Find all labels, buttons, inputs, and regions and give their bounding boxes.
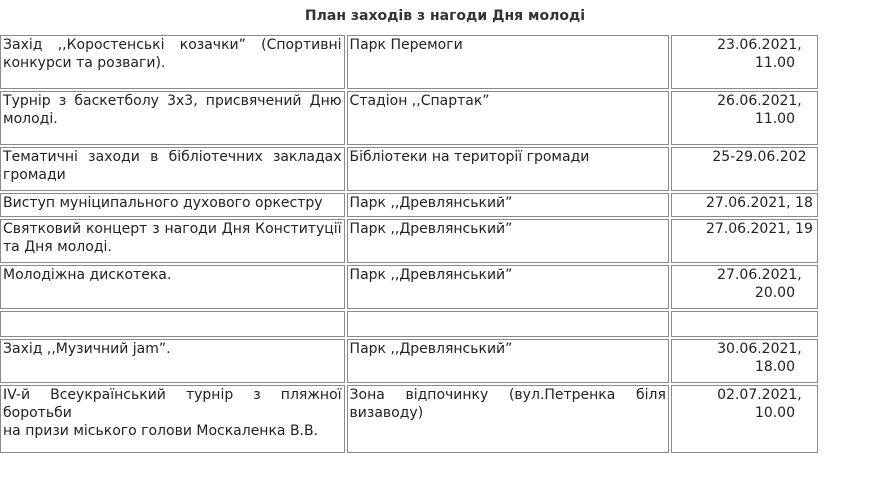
place-cell	[347, 311, 669, 337]
place-text: Стадіон ,,Спартак”	[349, 93, 490, 109]
date-text: 27.06.2021, 18	[706, 195, 813, 211]
date-cell	[671, 35, 818, 89]
event-cell	[0, 339, 345, 383]
place-text: Парк ,,Древлянський”	[349, 341, 513, 357]
table-row	[0, 147, 818, 191]
table-row	[0, 339, 818, 383]
place-cell	[347, 91, 669, 145]
date-text: 23.06.2021,	[717, 37, 802, 53]
table-row	[0, 91, 818, 145]
event-text: Тематичні заходи в бібліотечних закладах	[3, 149, 342, 165]
date-text: 11.00	[754, 111, 795, 127]
event-cell	[0, 193, 345, 217]
place-text: Парк ,,Древлянський”	[349, 267, 513, 283]
table-row	[0, 311, 818, 337]
table-row	[0, 35, 818, 89]
place-text: визаводу)	[349, 405, 424, 421]
place-text: Парк ,,Древлянський”	[349, 221, 513, 237]
event-cell	[0, 35, 345, 89]
place-cell	[347, 219, 669, 263]
date-text: 11.00	[754, 55, 795, 71]
place-cell	[347, 147, 669, 191]
event-text: IV-й Всеукраїнський турнір з пляжної	[3, 387, 342, 403]
table-row	[0, 193, 818, 217]
date-cell	[671, 265, 818, 309]
event-cell	[0, 91, 345, 145]
events-table-viewport	[0, 33, 813, 500]
place-cell	[347, 193, 669, 217]
date-text: 18.00	[754, 359, 795, 375]
event-text: молоді.	[3, 111, 58, 127]
event-cell	[0, 311, 345, 337]
place-cell	[347, 339, 669, 383]
event-text: боротьби	[3, 405, 72, 421]
place-cell	[347, 385, 669, 453]
place-text: Зона відпочинку (вул.Петренка біля	[349, 387, 666, 403]
table-row	[0, 219, 818, 263]
date-text: 27.06.2021,	[717, 267, 802, 283]
event-cell	[0, 147, 345, 191]
events-table-body	[0, 35, 818, 453]
event-text: конкурси та розваги).	[3, 55, 166, 71]
event-text: Захід ,,Коростенські козачки” (Спортивні	[3, 37, 342, 53]
event-text: Молодіжна дискотека.	[3, 267, 172, 283]
date-cell	[671, 339, 818, 383]
event-text: Захід ,,Музичний jam”.	[3, 341, 171, 357]
date-text: 27.06.2021, 19	[706, 221, 813, 237]
place-cell	[347, 35, 669, 89]
date-text: 30.06.2021,	[717, 341, 802, 357]
event-cell	[0, 219, 345, 263]
events-table	[0, 33, 820, 455]
date-text: 26.06.2021,	[717, 93, 802, 109]
event-text: громади	[3, 167, 66, 183]
date-cell	[671, 91, 818, 145]
date-text: 20.00	[754, 285, 795, 301]
place-text: Бібліотеки на території громади	[349, 149, 590, 165]
date-text: 25-29.06.202	[712, 149, 807, 165]
date-text: 02.07.2021,	[717, 387, 802, 403]
event-text: на призи міського голови Москаленка В.В.	[3, 423, 319, 439]
place-text: Парк ,,Древлянський”	[349, 195, 513, 211]
place-cell	[347, 265, 669, 309]
date-cell	[671, 219, 818, 263]
event-text: та Дня молоді.	[3, 239, 112, 255]
date-cell	[671, 147, 818, 191]
event-text: Турнір з баскетболу 3х3, присвячений Дню	[3, 93, 342, 109]
date-cell	[671, 385, 818, 453]
place-text: Парк Перемоги	[349, 37, 463, 53]
date-cell	[671, 311, 818, 337]
date-text: 10.00	[754, 405, 795, 421]
table-row	[0, 385, 818, 453]
event-cell	[0, 385, 345, 453]
date-cell	[671, 193, 818, 217]
event-text: Святковий концерт з нагоди Дня Конституції	[3, 221, 342, 237]
event-cell	[0, 265, 345, 309]
page-title: План заходів з нагоди Дня молоді	[304, 8, 586, 24]
event-text: Виступ муніципального духового оркестру	[3, 195, 323, 211]
table-row	[0, 265, 818, 309]
